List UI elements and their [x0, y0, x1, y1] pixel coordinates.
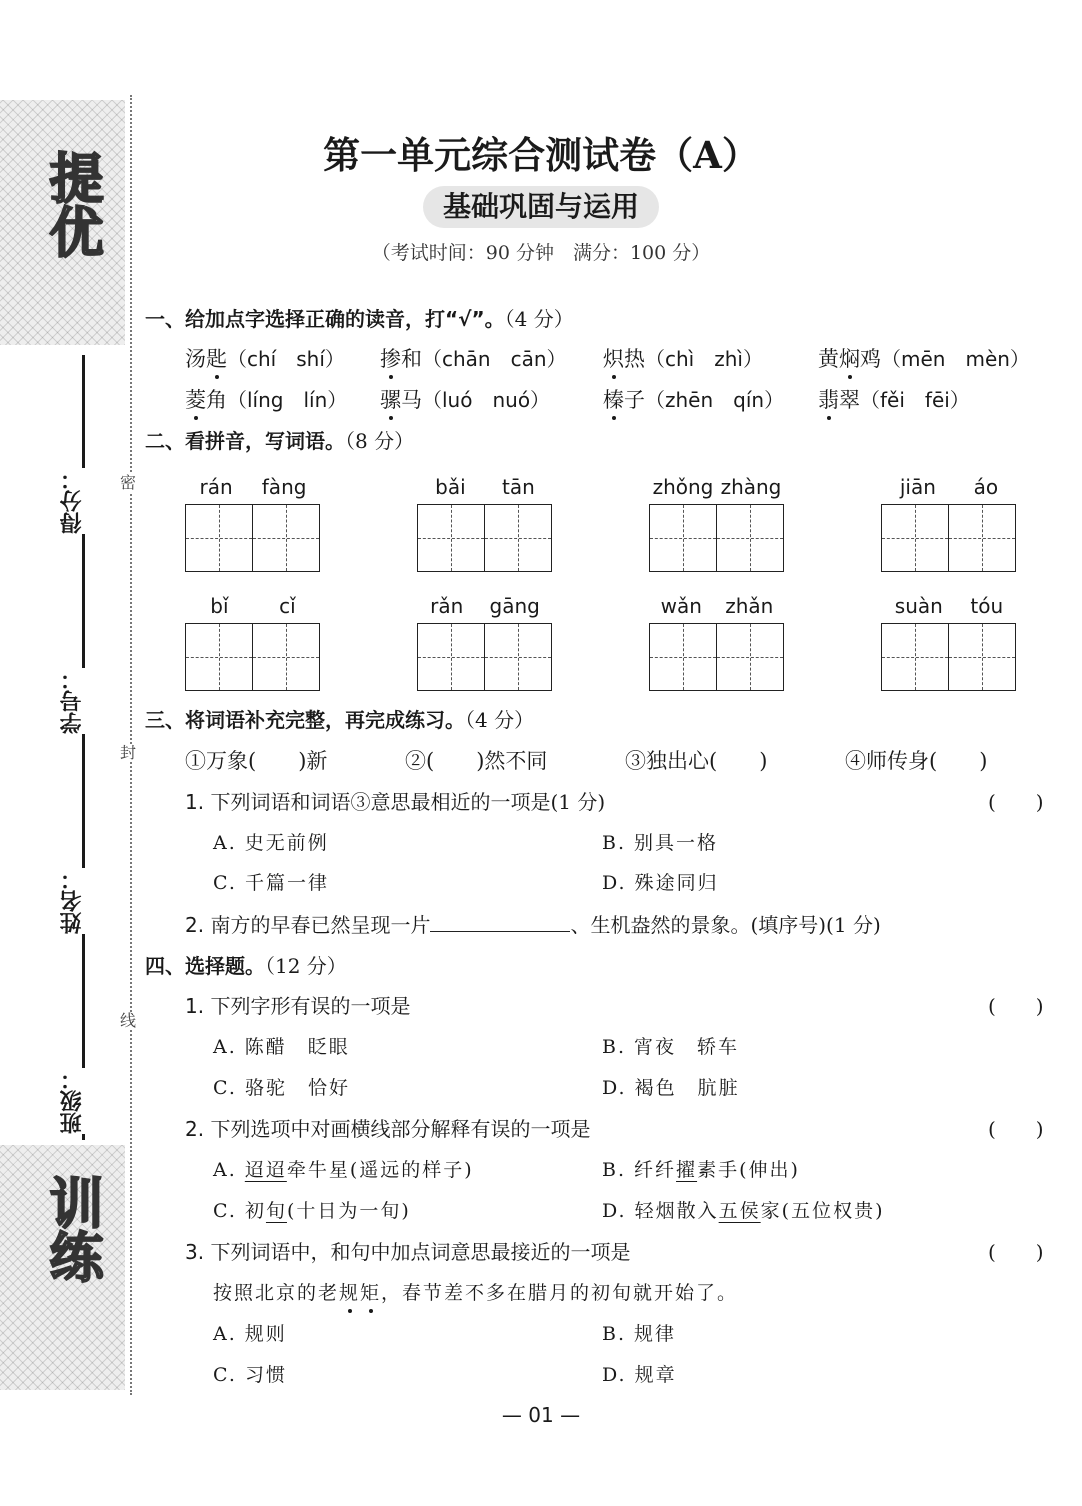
s3-q1-option-a[interactable]: A. 史无前例	[213, 832, 329, 854]
s1-item-1: 汤匙（chí shí）	[185, 347, 345, 371]
s4-q3-sentence: 按照北京的老规矩，春节差不多在腊月的初旬就开始了。	[213, 1282, 739, 1304]
student-id-label: 学号：	[60, 668, 94, 734]
s4-q1-option-b[interactable]: B. 宵夜 轿车	[602, 1036, 740, 1058]
section-1-heading: 一、给加点字选择正确的读音，打“√”。（4 分）	[145, 307, 574, 331]
write-box-4[interactable]	[881, 504, 1016, 572]
s4-q1-answer[interactable]: ( )	[988, 994, 1044, 1018]
s1-item-8: 翡翠（fěi fēi）	[818, 388, 970, 412]
s4-q3-answer[interactable]: ( )	[988, 1240, 1044, 1264]
s1-item-2: 掺和（chān cān）	[380, 347, 567, 371]
s1-item-5: 菱角（líng lín）	[185, 388, 348, 412]
s4-q1-option-a[interactable]: A. 陈醋 眨眼	[213, 1036, 350, 1058]
seal-char-mi: 密	[120, 473, 137, 492]
s3-q1-answer[interactable]: ( )	[988, 790, 1044, 814]
s1-item-4: 黄焖鸡（mēn mèn）	[818, 347, 1030, 371]
idiom-4: ④师传身( )	[845, 749, 988, 773]
s3-q1-option-c[interactable]: C. 千篇一律	[213, 872, 329, 894]
s4-q1-option-d[interactable]: D. 褐色 肮脏	[602, 1077, 740, 1099]
class-label: 班级：	[60, 1068, 94, 1134]
write-box-3[interactable]	[649, 504, 784, 572]
idiom-1: ①万象( )新	[185, 749, 328, 773]
s3-q2-blank[interactable]	[430, 911, 570, 932]
pinyin-1: rán fàng	[199, 475, 307, 499]
s4-q3: 3. 下列词语中，和句中加点词意思最接近的一项是	[185, 1240, 631, 1264]
seal-char-xian: 线	[120, 1011, 137, 1030]
idiom-3: ③独出心( )	[625, 749, 768, 773]
page-number: — 01 —	[501, 1403, 581, 1427]
pinyin-8: suàn tóu	[894, 594, 1004, 618]
write-box-7[interactable]	[649, 623, 784, 691]
seal-char-feng: 封	[120, 743, 137, 762]
page-subtitle: 基础巩固与运用	[423, 186, 659, 228]
pinyin-5: bǐ cǐ	[210, 594, 296, 618]
s3-q1-option-b[interactable]: B. 别具一格	[602, 832, 719, 854]
s3-q2: 2. 南方的早春已然呈现一片 、生机盎然的景象。(填序号)(1 分)	[185, 913, 881, 937]
s1-item-3: 炽热（chì zhì）	[603, 347, 763, 371]
pinyin-2: bǎi tān	[435, 475, 535, 499]
write-box-1[interactable]	[185, 504, 320, 572]
write-box-8[interactable]	[881, 623, 1016, 691]
pinyin-6: rǎn gāng	[430, 594, 540, 618]
s4-q3-option-a[interactable]: A. 规则	[213, 1323, 287, 1345]
pinyin-7: wǎn zhǎn	[660, 594, 774, 618]
s4-q2-option-b[interactable]: B. 纤纤擢素手(伸出)	[602, 1159, 800, 1181]
s3-q1-option-d[interactable]: D. 殊途同归	[602, 872, 719, 894]
page-title: 第一单元综合测试卷（A）	[323, 133, 759, 177]
exam-info: （考试时间：90 分钟 满分：100 分）	[371, 242, 711, 264]
s4-q2-option-d[interactable]: D. 轻烟散入五侯家(五位权贵)	[602, 1200, 885, 1222]
idiom-2: ②( )然不同	[405, 749, 548, 773]
s4-q1-option-c[interactable]: C. 骆驼 恰好	[213, 1077, 350, 1099]
s3-q1: 1. 下列词语和词语③意思最相近的一项是(1 分)	[185, 790, 606, 814]
pinyin-3: zhǒng zhàng	[652, 475, 782, 499]
section-3-heading: 三、将词语补充完整，再完成练习。（4 分）	[145, 708, 535, 732]
s4-q3-option-d[interactable]: D. 规章	[602, 1364, 677, 1386]
write-box-5[interactable]	[185, 623, 320, 691]
s4-q2-answer[interactable]: ( )	[988, 1117, 1044, 1141]
write-box-2[interactable]	[417, 504, 552, 572]
section-2-heading: 二、看拼音，写词语。（8 分）	[145, 429, 415, 453]
brand-bottom: 训练	[41, 1175, 104, 1283]
s4-q2-option-a[interactable]: A. 迢迢牵牛星(遥远的样子)	[213, 1159, 474, 1181]
s4-q3-option-c[interactable]: C. 习惯	[213, 1364, 287, 1386]
s4-q2-option-c[interactable]: C. 初旬(十日为一旬)	[213, 1200, 411, 1222]
section-4-heading: 四、选择题。（12 分）	[145, 954, 347, 978]
s4-q2: 2. 下列选项中对画横线部分解释有误的一项是	[185, 1117, 591, 1141]
pinyin-4: jiān áo	[899, 475, 999, 499]
name-label: 姓名：	[60, 868, 94, 934]
brand-top: 提优	[41, 150, 104, 258]
s1-item-6: 骡马（luó nuó）	[380, 388, 551, 412]
write-box-6[interactable]	[417, 623, 552, 691]
score-label: 得分：	[60, 468, 94, 534]
s4-q1: 1. 下列字形有误的一项是	[185, 994, 411, 1018]
s4-q3-option-b[interactable]: B. 规律	[602, 1323, 677, 1345]
s1-item-7: 榛子（zhēn qín）	[603, 388, 785, 412]
